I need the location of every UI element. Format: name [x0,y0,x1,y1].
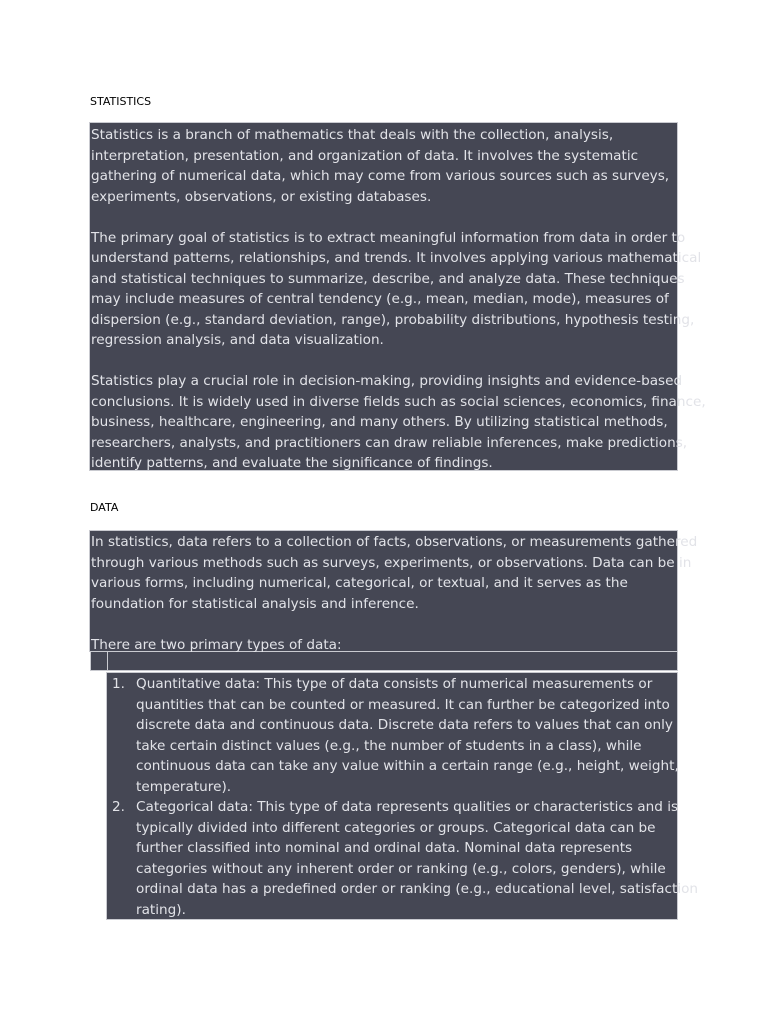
statistics-paragraph-1 [91,125,677,207]
text-line: Quantitative data: This type of data consists of numerical measurements or [136,676,653,692]
list-item-number: 1. [112,676,125,692]
text-line: Statistics play a crucial role in decision-making, providing insights and evidence-based [91,373,683,389]
text-line: Statistics is a branch of mathematics that deals with the collection, analysis, [91,127,614,143]
text-line: ordinal data has a predefined order or ranking (e.g., educational level, satisfaction [136,881,699,897]
text-line: temperature). [136,778,232,795]
text-line: gathering of numerical data, which may come from various sources such as surveys, [91,168,670,184]
text-line: dispersion (e.g., standard deviation, range), probability distributions, hypothesis testing, [91,311,695,328]
text-line: take certain distinct values (e.g., the number of students in a class), while [136,737,642,754]
data-types-list [106,672,699,920]
data-paragraph-1 [91,532,698,614]
list-item-categorical [107,797,699,920]
text-line: There are two primary types of data: [91,636,342,653]
text-line: may include measures of central tendency (e.g., mean, median, mode), measures of [91,291,669,307]
text-line: discrete data and continuous data. Discrete data refers to values that can only [136,717,673,733]
text-line: business, healthcare, engineering, and many others. By utilizing statistical methods, [91,414,668,430]
text-line: The primary goal of statistics is to extract meaningful information from data in order to [91,229,686,246]
text-line: understand patterns, relationships, and trends. It involves applying various mathematical [91,250,702,266]
text-line: various forms, including numerical, categorical, or textual, and it serves as the [91,575,628,591]
text-line: typically divided into different categories or groups. Categorical data can be [136,819,656,836]
statistics-heading: STATISTICS [90,95,152,108]
list-spacer-row [90,652,678,671]
list-spacer-cell [107,652,679,670]
statistics-text-block [89,122,706,471]
data-text-block [89,530,698,653]
statistics-paragraph-3 [91,371,706,474]
list-item-quantitative [107,674,677,797]
text-line: identify patterns, and evaluate the significance of findings. [91,455,493,471]
data-heading: DATA [90,501,119,514]
text-line: continuous data can take any value within a certain range (e.g., height, weight, [136,758,679,774]
text-line: experiments, observations, or existing databases. [91,188,432,205]
text-line: quantities that can be counted or measured. It can further be categorized into [136,696,670,713]
text-line: researchers, analysts, and practitioners can draw reliable inferences, make predictions, [91,434,688,451]
statistics-paragraph-2 [91,228,702,351]
text-line: interpretation, presentation, and organization of data. It involves the systematic [91,147,639,164]
text-line: categories without any inherent order or ranking (e.g., colors, genders), while [136,860,666,877]
text-line: In statistics, data refers to a collection of facts, observations, or measurements gathered [91,534,698,550]
text-line: and statistical techniques to summarize, describe, and analyze data. These techniques [91,270,685,287]
text-line: Categorical data: This type of data represents qualities or characteristics and is [136,799,679,815]
text-line: rating). [136,901,186,918]
text-line: further classified into nominal and ordinal data. Nominal data represents [136,840,633,856]
list-item-number: 2. [112,799,125,815]
text-line: conclusions. It is widely used in diverse fields such as social sciences, economics, finance, [91,393,706,410]
text-line: regression analysis, and data visualization. [91,332,384,348]
text-line: foundation for statistical analysis and inference. [91,595,419,612]
text-line: through various methods such as surveys, experiments, or observations. Data can be in [91,554,692,571]
